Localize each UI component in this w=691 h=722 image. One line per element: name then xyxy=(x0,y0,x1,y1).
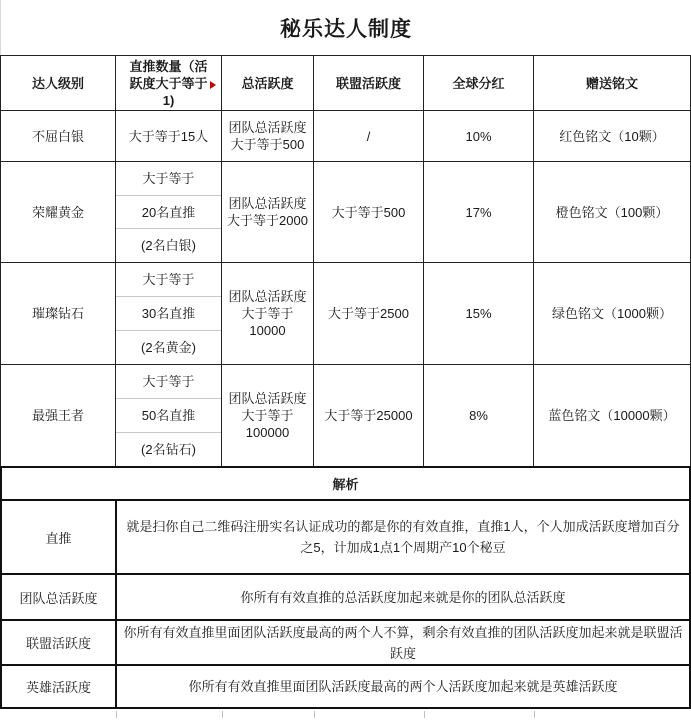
table-row-diamond xyxy=(1,263,690,365)
gridline-tick xyxy=(534,711,535,718)
level-cell: 最强王者 xyxy=(1,365,116,466)
table-row-king xyxy=(1,365,690,466)
header-total-activity: 总活跃度 xyxy=(222,56,314,110)
push-cell xyxy=(116,365,222,466)
push-subcell: 20名直推 xyxy=(116,196,221,230)
gridline-tick xyxy=(424,711,425,718)
alliance-cell: 大于等于25000 xyxy=(314,365,424,466)
push-subcell: 50名直推 xyxy=(116,399,221,433)
term-cell: 团队总活跃度 xyxy=(2,575,117,619)
definition-cell: 你所有有效直推的总活跃度加起来就是你的团队总活跃度 xyxy=(240,589,566,605)
gridline-tick xyxy=(314,711,315,718)
header-alliance-activity: 联盟活跃度 xyxy=(314,56,424,110)
table-header-row xyxy=(1,56,690,111)
dividend-cell: 10% xyxy=(424,111,534,161)
level-cell: 荣耀黄金 xyxy=(1,162,116,262)
table-row-gold xyxy=(1,162,690,263)
dividend-cell: 8% xyxy=(424,365,534,466)
gridline-tick xyxy=(116,711,117,718)
dividend-cell: 17% xyxy=(424,162,534,262)
term-cell: 联盟活跃度 xyxy=(2,621,117,664)
push-cell xyxy=(116,263,222,364)
team-total-cell: 团队总活跃度大于等于2000 xyxy=(222,162,314,262)
push-subcell: (2名白银) xyxy=(141,238,196,254)
push-subcell: (2名黄金) xyxy=(141,340,196,355)
header-global-dividend: 全球分红 xyxy=(424,56,534,110)
push-cell: 大于等于15人 xyxy=(116,111,222,161)
header-level: 达人级别 xyxy=(1,56,116,110)
push-cell xyxy=(116,162,222,262)
push-subcell: (2名钻石) xyxy=(141,442,196,457)
page-title: 秘乐达人制度 xyxy=(280,17,412,41)
analysis-row-team-total xyxy=(2,573,689,619)
gift-cell: 橙色铭文（100颗） xyxy=(555,204,669,220)
partial-gridline-strip xyxy=(0,709,691,718)
header-direct-push: 直推数量（活跃度大于等于1) xyxy=(116,56,222,110)
gift-cell: 绿色铭文（1000颗） xyxy=(552,306,672,321)
analysis-row-hero xyxy=(2,664,689,707)
team-total-cell: 团队总活跃度大于等于10000 xyxy=(222,263,314,364)
analysis-row-direct-push xyxy=(2,499,689,573)
team-total-cell: 团队总活跃度大于等于500 xyxy=(222,111,314,161)
header-gift-inscription: 赠送铭文 xyxy=(585,75,638,91)
level-cell: 不屈白银 xyxy=(1,111,116,161)
push-subcell: 大于等于 xyxy=(116,263,221,297)
analysis-section xyxy=(0,466,691,709)
title-bar xyxy=(0,0,691,55)
term-cell: 英雄活跃度 xyxy=(2,666,117,707)
gift-cell: 红色铭文（10颗） xyxy=(559,128,665,144)
analysis-row-alliance xyxy=(2,619,689,664)
alliance-cell: 大于等于500 xyxy=(314,162,424,262)
team-total-cell: 团队总活跃度大于等于100000 xyxy=(222,365,314,466)
alliance-cell: / xyxy=(314,111,424,161)
push-subcell: 30名直推 xyxy=(116,297,221,331)
term-cell: 直推 xyxy=(2,501,117,573)
definition-cell: 你所有有效直推里面团队活跃度最高的两个人不算，剩余有效直推的团队活跃度加起来就是联盟活跃度 xyxy=(123,624,683,661)
table-row-silver xyxy=(1,111,690,162)
dividend-cell: 15% xyxy=(424,263,534,364)
gift-cell: 蓝色铭文（10000颗） xyxy=(548,408,676,423)
level-cell: 璀璨钻石 xyxy=(1,263,116,364)
gridline-tick xyxy=(222,711,223,718)
push-subcell: 大于等于 xyxy=(116,365,221,399)
definition-cell: 就是扫你自己二维码注册实名认证成功的都是你的有效直推，直推1人，个人加成活跃度增加百分之5，计加成1点1个周期产10个秘豆 xyxy=(126,519,680,555)
push-subcell: 大于等于 xyxy=(116,162,221,196)
analysis-header: 解析 xyxy=(332,477,359,492)
comment-marker-icon xyxy=(210,81,216,89)
daren-level-table xyxy=(0,55,691,466)
definition-cell: 你所有有效直推里面团队活跃度最高的两个人活跃度加起来就是英雄活跃度 xyxy=(188,679,618,694)
alliance-cell: 大于等于2500 xyxy=(314,263,424,364)
